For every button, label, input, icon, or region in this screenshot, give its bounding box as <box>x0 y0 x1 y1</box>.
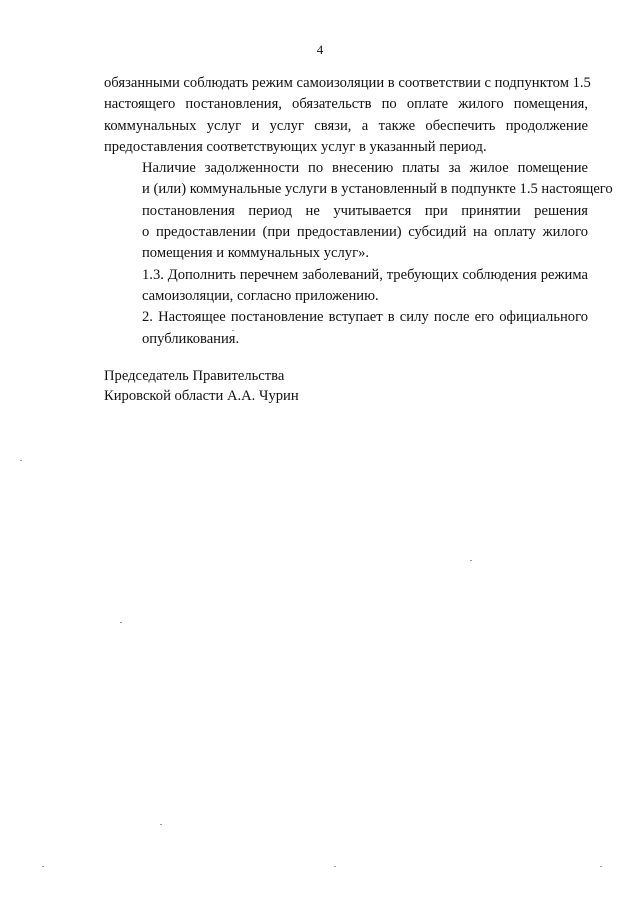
scan-speck <box>20 460 22 461</box>
paragraph-debt <box>104 158 613 264</box>
scan-speck <box>160 824 162 825</box>
paragraph-item-1-3 <box>104 265 588 308</box>
signatory-region-name: Кировской области А.А. Чурин <box>104 388 299 404</box>
scan-speck <box>42 866 44 867</box>
page-number: 4 <box>316 42 324 57</box>
text-line: и (или) коммунальные услуги в установленный в подпункте 1.5 настоящего <box>142 181 613 198</box>
text-line: помещения и коммунальных услуг». <box>142 245 370 262</box>
paragraph-obligations <box>104 73 591 158</box>
text-line: предоставления соответствующих услуг в указанный период. <box>104 138 487 155</box>
text-line: постановления период не учитывается при принятии решения <box>142 202 588 219</box>
text-line: 2. Настоящее постановление вступает в силу после его официального <box>142 309 588 326</box>
text-line: Наличие задолженности по внесению платы за жилое помещение <box>142 160 588 177</box>
text-line: настоящего постановления, обязательств по оплате жилого помещения, <box>104 96 588 113</box>
text-line: коммунальных услуг и услуг связи, а также обеспечить продолжение <box>104 117 588 134</box>
signature-block <box>104 366 299 406</box>
text-line: обязанными соблюдать режим самоизоляции в соответствии с подпунктом 1.5 <box>104 75 591 91</box>
scan-speck <box>600 866 602 867</box>
scan-speck <box>334 866 336 867</box>
signatory-position: Председатель Правительства <box>104 368 285 384</box>
scan-speck <box>120 622 122 623</box>
text-line: опубликования. <box>142 330 240 347</box>
scan-speck <box>470 560 472 561</box>
text-line: самоизоляции, согласно приложению. <box>142 287 379 304</box>
document-body <box>104 73 613 350</box>
text-line: о предоставлении (при предоставлении) субсидий на оплату жилого <box>142 224 588 241</box>
paragraph-item-2 <box>104 307 588 350</box>
scan-speck <box>232 330 234 331</box>
text-line: 1.3. Дополнить перечнем заболеваний, требующих соблюдения режима <box>142 266 588 283</box>
